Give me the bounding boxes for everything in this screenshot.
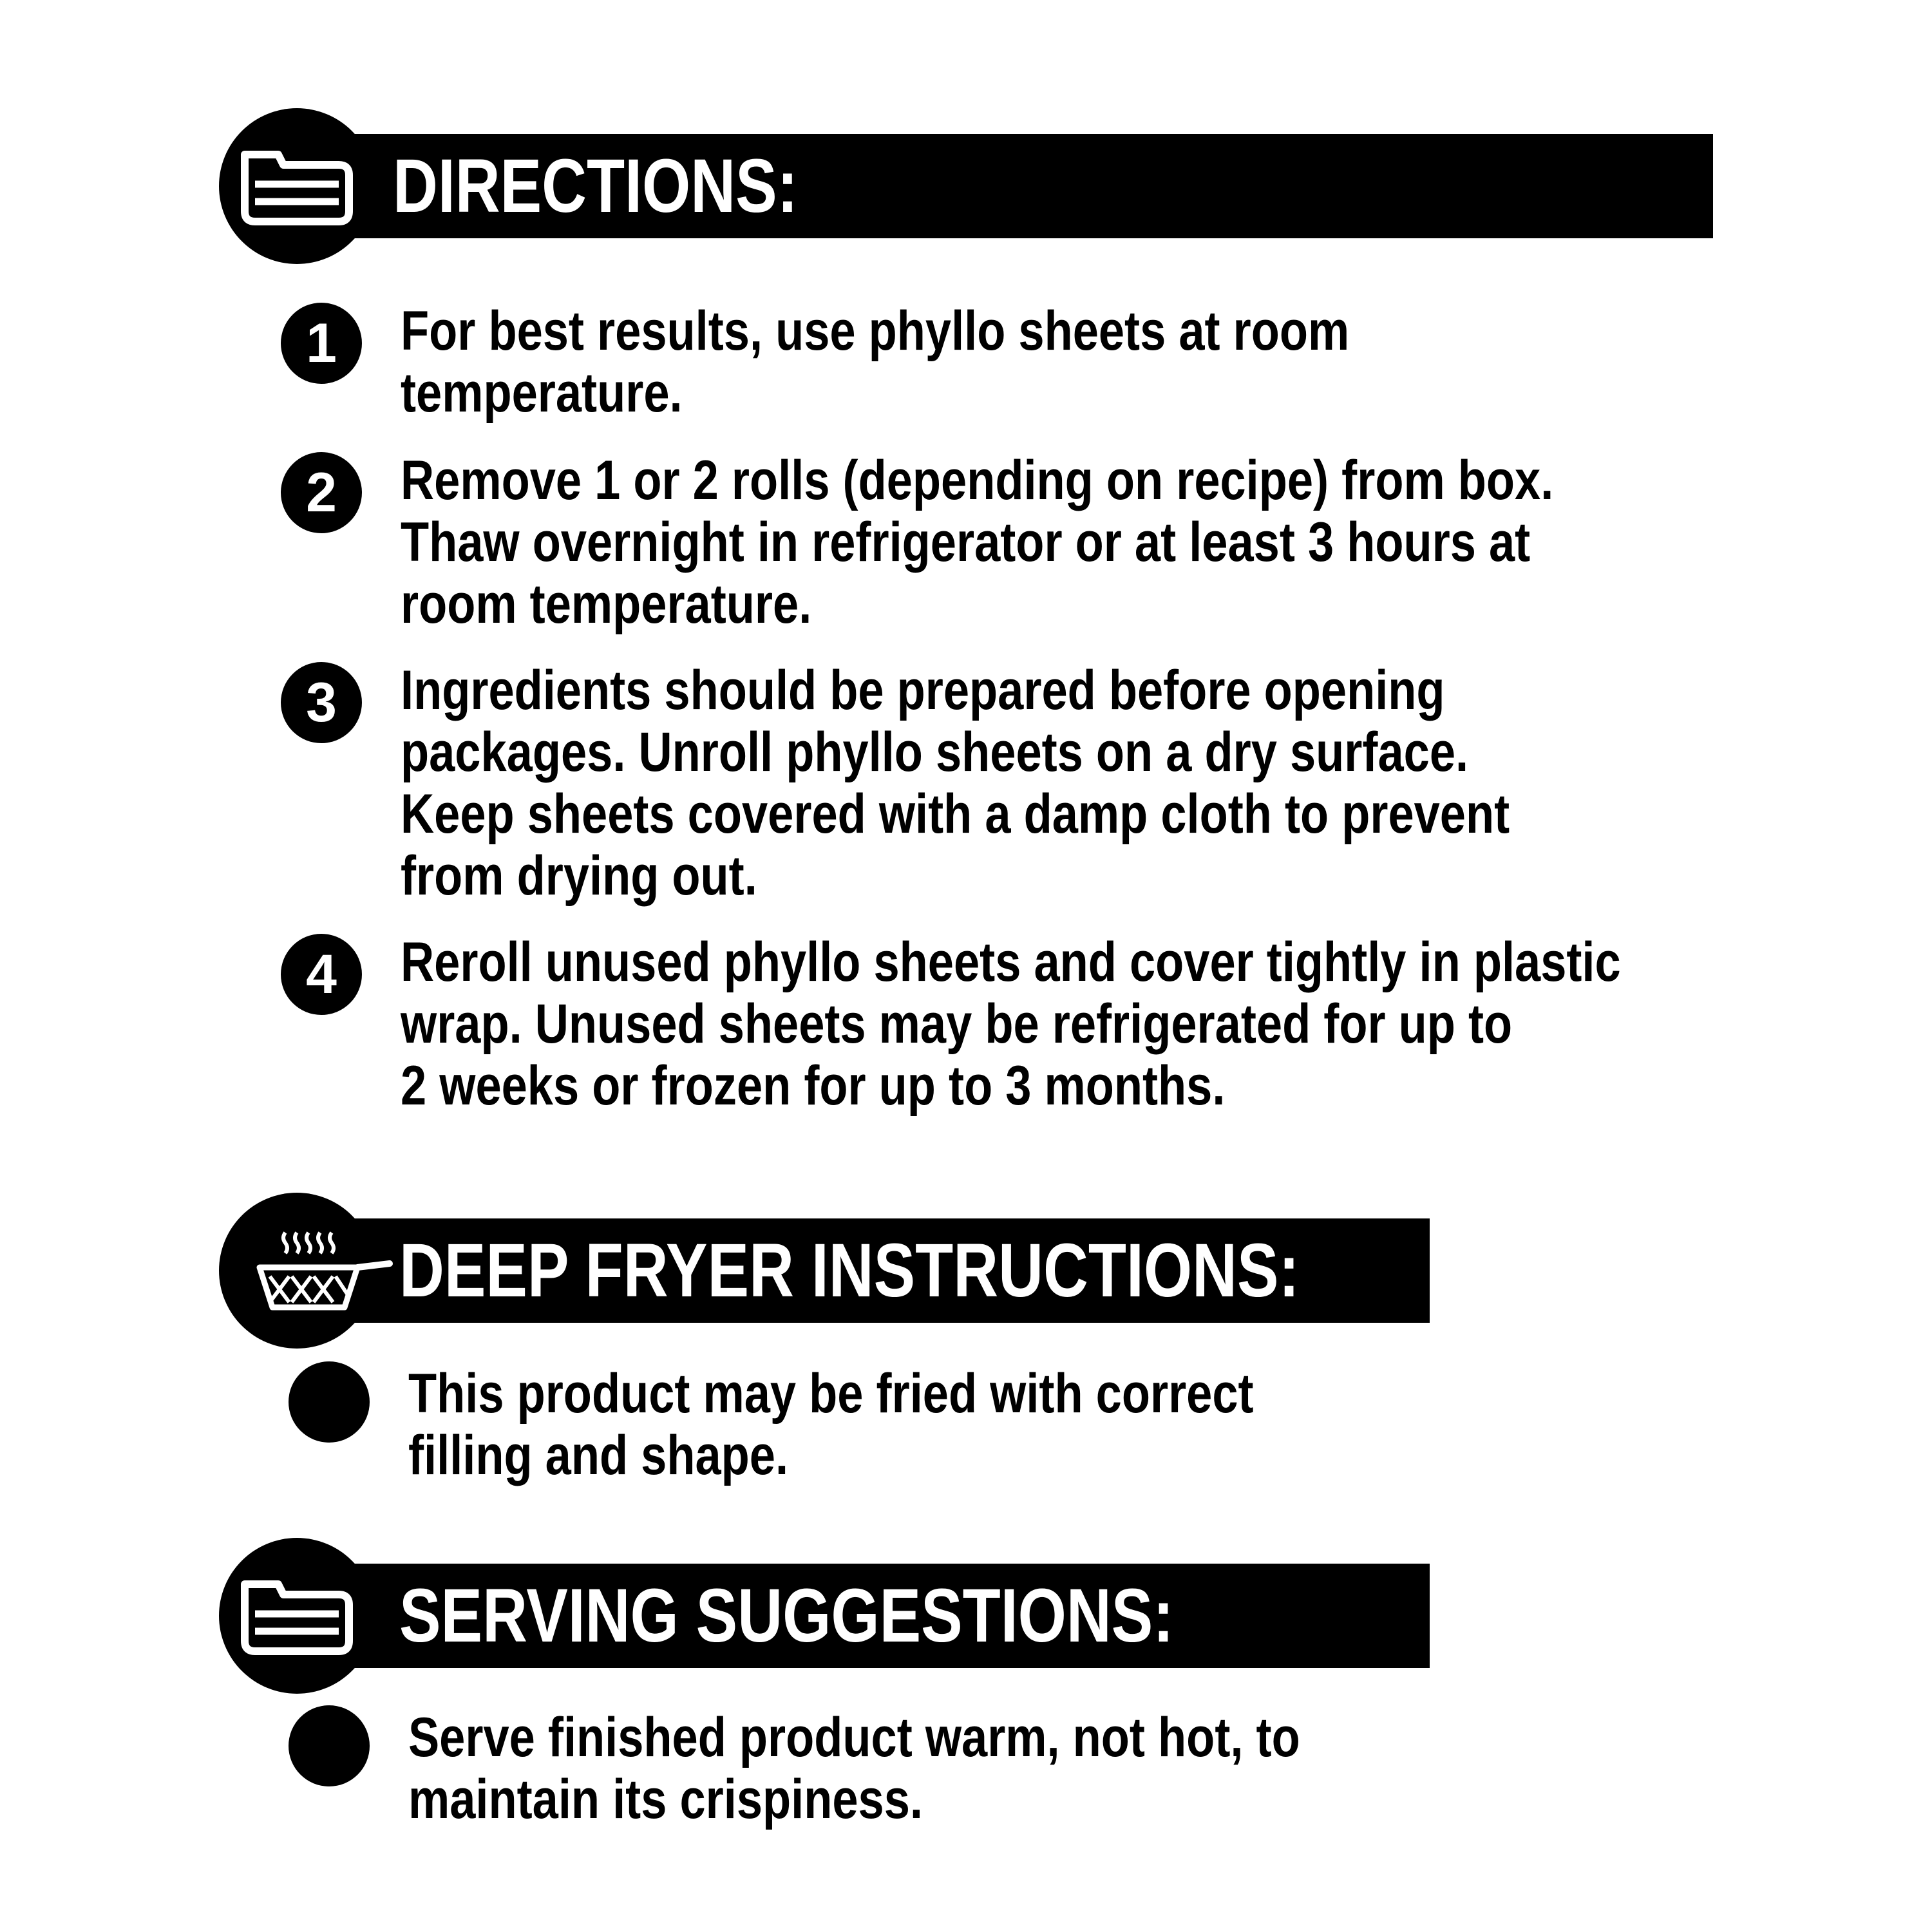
step-number-4: 4 [281,934,362,1015]
deep-fryer-header [219,1193,1430,1349]
recipe-card-icon [219,1538,375,1694]
step-text-3: Ingredients should be prepared before opening packages. Unroll phyllo sheets on a dry surface. Keep sheets covered with a damp cloth to prevent from drying out. [401,659,1510,907]
deep-fryer-title: DEEP FRYER INSTRUCTIONS: [399,1228,1300,1313]
step-number-2: 2 [281,452,362,533]
serving-header [219,1538,1430,1694]
step-text-4: Reroll unused phyllo sheets and cover tightly in plastic wrap. Unused sheets may be refrigerated for up to 2 weeks or frozen for up to 3 months. [401,931,1621,1117]
recipe-card-icon [219,108,375,264]
step-number-1: 1 [281,303,362,384]
directions-header [219,108,1713,264]
fryer-basket-icon [219,1193,412,1349]
step-number-3: 3 [281,662,362,743]
serving-item-text: Serve finished product warm, not hot, to maintain its crispiness. [408,1707,1300,1830]
serving-title: SERVING SUGGESTIONS: [399,1573,1174,1658]
bullet-dot [289,1361,370,1443]
step-text-2: Remove 1 or 2 rolls (depending on recipe) from box. Thaw overnight in refrigerator or at least 3 hours at room temperature. [401,450,1554,635]
directions-title: DIRECTIONS: [393,144,798,229]
bullet-dot [289,1705,370,1786]
step-text-1: For best results, use phyllo sheets at room temperature. [401,300,1350,424]
deep-fryer-item-text: This product may be fried with correct filling and shape. [408,1363,1254,1486]
